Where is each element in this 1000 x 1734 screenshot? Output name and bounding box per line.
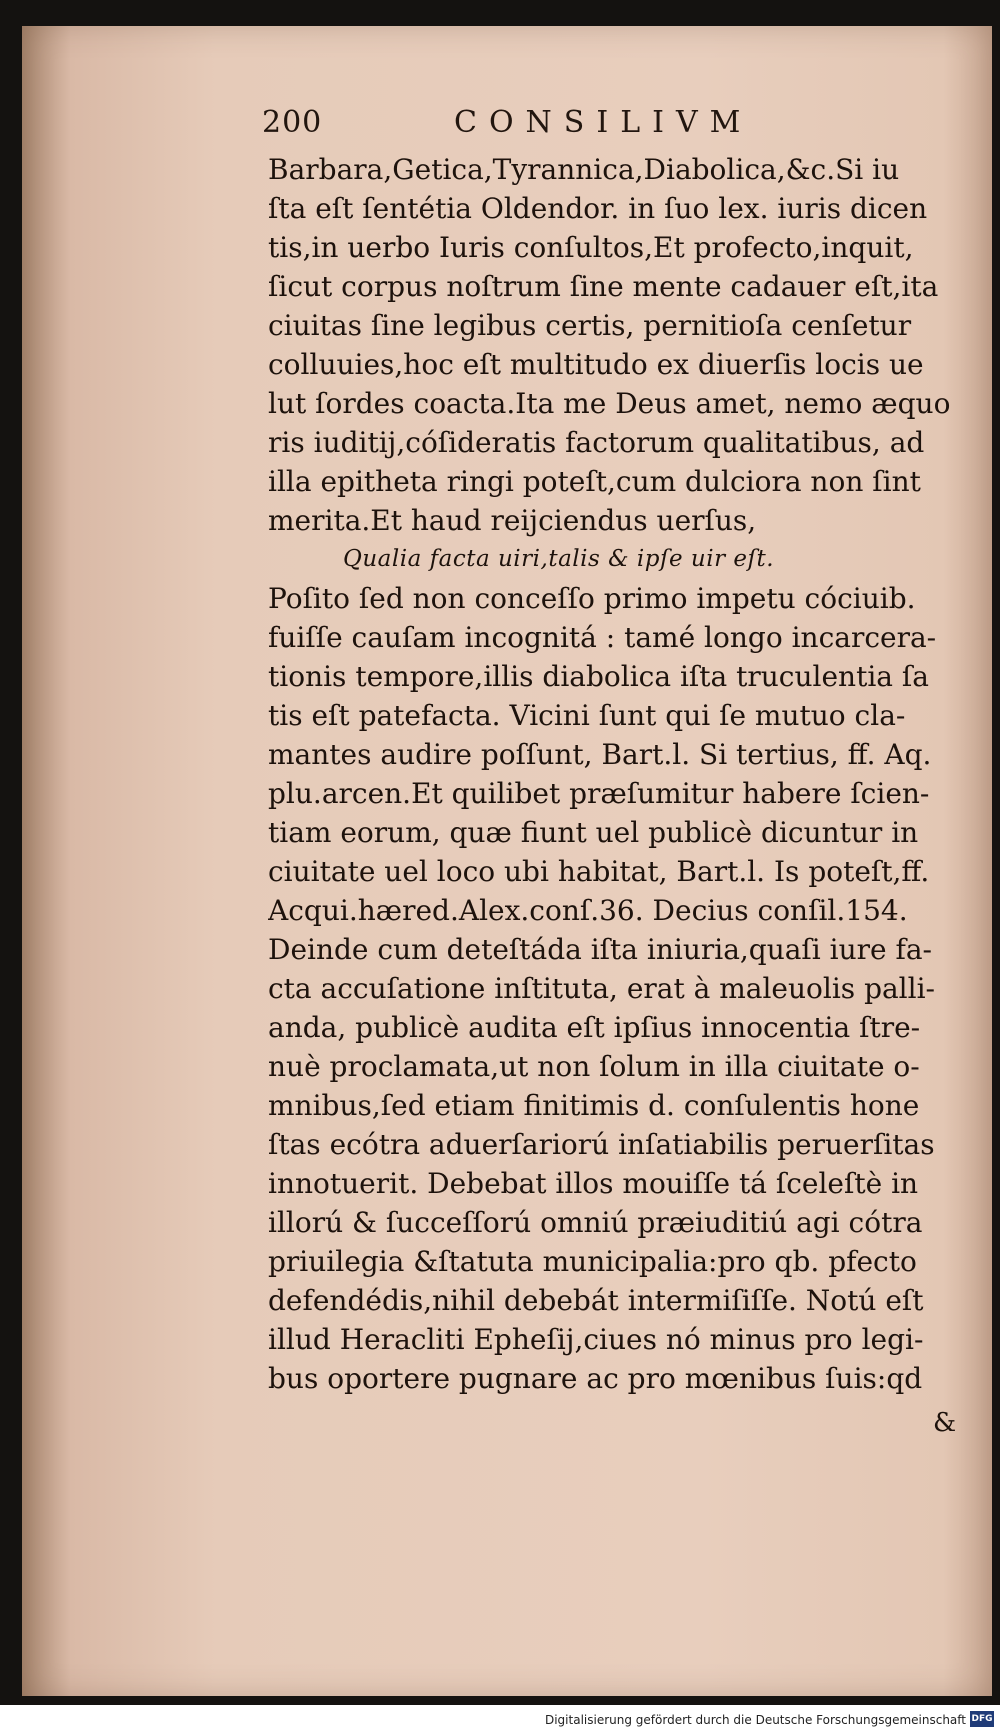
digitization-footer: [0, 1705, 1000, 1734]
text-line: Deinde cum deteſtáda iſta iniuria,quaſi iure fa-: [268, 933, 933, 966]
text-line: ciuitas ſine legibus certis, pernitioſa cenſetur: [268, 309, 912, 342]
text-line: ſtas ecótra aduerſariorú inſatiabilis peruerſitas: [268, 1128, 935, 1161]
body-text: [268, 150, 968, 1398]
text-line: nuè proclamata,ut non ſolum in illa ciuitate o-: [268, 1050, 920, 1083]
text-line: colluuies,hoc eſt multitudo ex diuerſis locis ue: [268, 348, 924, 381]
text-line: illorú & ſucceſſorú omniú præiuditiú agi cótra: [268, 1206, 923, 1239]
text-line: tionis tempore,illis diabolica iſta truculentia ſa: [268, 660, 929, 693]
text-line: innotuerit. Debebat illos mouiſſe tá ſceleſtè in: [268, 1167, 919, 1200]
text-line: lut ſordes coacta.Ita me Deus amet, nemo æquo: [268, 387, 951, 420]
text-line: tis,in uerbo Iuris conſultos,Et profecto,inquit,: [268, 231, 914, 264]
funding-credit: Digitalisierung gefördert durch die Deutsche Forschungsgemeinschaft: [544, 1713, 966, 1727]
verse-quotation: Qualia facta uiri,talis & ipſe uir eſt.: [343, 546, 775, 572]
text-line: mantes audire poſſunt, Bart.l. Si tertius, ff. Aq.: [268, 738, 932, 771]
catchword: &: [933, 1408, 957, 1438]
text-line: illud Heracliti Epheſij,ciues nó minus pro legi-: [268, 1323, 924, 1356]
page-number: 200: [262, 105, 323, 140]
text-line: illa epitheta ringi poteſt,cum dulciora non ſint: [268, 465, 921, 498]
text-line: ſta eſt ſentétia Oldendor. in ſuo lex. iuris dicen: [268, 192, 928, 225]
text-line: Barbara,Getica,Tyrannica,Diabolica,&c.Si iu: [268, 153, 900, 186]
text-line: tiam eorum, quæ fiunt uel publicè dicuntur in: [268, 816, 919, 849]
running-head: CONSILIVM: [454, 105, 753, 140]
text-line: fuiſſe cauſam incognitá : tamé longo incarcera-: [268, 621, 937, 654]
text-line: ris iuditij,cóſideratis factorum qualitatibus, ad: [268, 426, 925, 459]
dfg-logo-icon: DFG: [970, 1711, 994, 1727]
text-line: mnibus,ſed etiam finitimis d. conſulentis hone: [268, 1089, 920, 1122]
text-line: anda, publicè audita eſt ipſius innocentia ſtre-: [268, 1011, 921, 1044]
text-line: bus oportere pugnare ac pro mœnibus ſuis:qd: [268, 1362, 923, 1395]
text-line: cta accuſatione inſtituta, erat à maleuolis palli-: [268, 972, 936, 1005]
page-header: [262, 93, 782, 143]
text-line: ciuitate uel loco ubi habitat, Bart.l. Is poteſt,ff.: [268, 855, 930, 888]
text-line: Poſito ſed non conceſſo primo impetu cóciuib.: [268, 582, 916, 615]
text-line: ſicut corpus noſtrum ſine mente cadauer eſt,ita: [268, 270, 939, 303]
text-line: tis eſt patefacta. Vicini ſunt qui ſe mutuo cla-: [268, 699, 906, 732]
text-line: plu.arcen.Et quilibet præſumitur habere ſcien-: [268, 777, 930, 810]
text-line: defendédis,nihil debebát intermiſiſſe. Notú eſt: [268, 1284, 924, 1317]
text-line: Acqui.hæred.Alex.conſ.36. Decius conſil.154.: [268, 894, 908, 927]
text-line: priuilegia &ſtatuta municipalia:pro qb. pfecto: [268, 1245, 917, 1278]
text-line: merita.Et haud reijciendus uerſus,: [268, 504, 757, 537]
